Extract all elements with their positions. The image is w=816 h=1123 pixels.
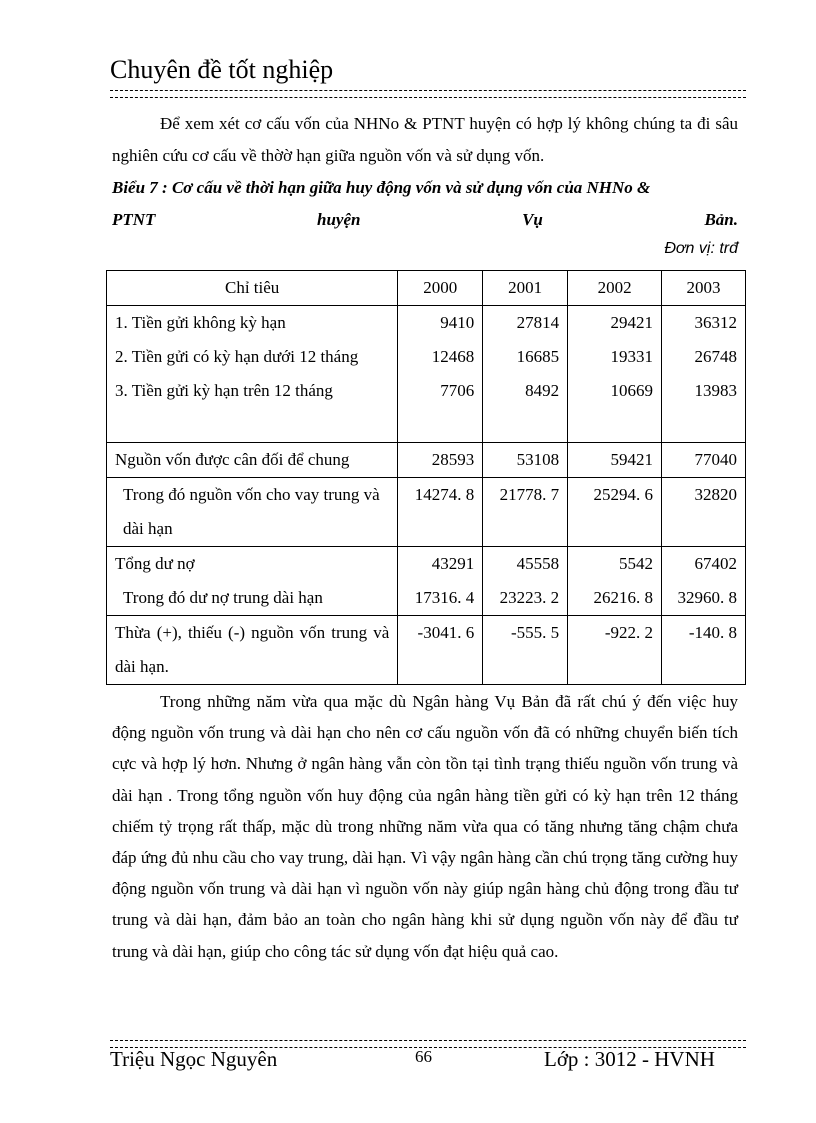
- cell-value: -922. 2: [604, 623, 654, 642]
- table-header-row: [107, 271, 746, 306]
- cell-value: -555. 5: [510, 623, 560, 642]
- cell-value: 77040: [694, 450, 737, 469]
- cell-value: 16685: [516, 347, 560, 366]
- table-row: [107, 443, 746, 478]
- value-cell: [662, 547, 746, 616]
- cell-value: 23223. 2: [499, 588, 560, 607]
- table-row: [107, 547, 746, 616]
- cell-value: 21778. 7: [499, 485, 560, 504]
- value-cell: [568, 443, 662, 478]
- row-label-cell: [107, 443, 398, 478]
- cell-value: -140. 8: [688, 623, 737, 642]
- cell-value: 53108: [516, 450, 560, 469]
- row-label: 2. Tiền gửi có kỳ hạn dưới 12 tháng: [115, 347, 359, 366]
- cell-value: 14274. 8: [414, 485, 475, 504]
- value-cell: [398, 478, 483, 547]
- table-row: [107, 616, 746, 685]
- body-paragraph: [112, 686, 738, 967]
- footer-author: Triệu Ngọc Nguyên: [110, 1047, 278, 1071]
- header-divider: [110, 90, 746, 91]
- value-cell: [483, 616, 568, 685]
- value-cell: [662, 616, 746, 685]
- cell-value: 26748: [694, 347, 737, 366]
- column-header: 2000: [398, 271, 483, 306]
- cell-value: 5542: [619, 554, 654, 573]
- value-cell: [483, 478, 568, 547]
- value-cell: [568, 478, 662, 547]
- cell-value: 12468: [431, 347, 475, 366]
- row-label: Tổng dư nợ: [115, 554, 195, 573]
- column-header: Chỉ tiêu: [107, 271, 398, 306]
- table-row: [107, 478, 746, 547]
- value-cell: [662, 306, 746, 443]
- value-cell: [398, 547, 483, 616]
- value-cell: [483, 547, 568, 616]
- row-label: Trong đó dư nợ trung dài hạn: [123, 588, 323, 607]
- page-header-title: Chuyên đề tốt nghiệp: [110, 55, 334, 84]
- caption-word: Vụ: [522, 210, 543, 229]
- column-header: 2001: [483, 271, 568, 306]
- value-cell: [483, 443, 568, 478]
- value-cell: [483, 306, 568, 443]
- cell-value: 45558: [516, 554, 560, 573]
- cell-value: 8492: [525, 381, 560, 400]
- table-caption: Biểu 7 : Cơ cấu về thời hạn giữa huy động vốn và sử dụng vốn của NHNo &: [112, 178, 651, 197]
- value-cell: [662, 478, 746, 547]
- footer-class: Lớp : 3012 - HVNH: [544, 1047, 715, 1071]
- value-cell: [398, 616, 483, 685]
- row-label-cell: [107, 616, 398, 685]
- row-label-cell: [107, 306, 398, 443]
- row-label-cell: [107, 547, 398, 616]
- capital-structure-table: [106, 270, 746, 685]
- cell-value: 13983: [694, 381, 737, 400]
- row-label-cell: [107, 478, 398, 547]
- value-cell: [662, 443, 746, 478]
- table-row: [107, 306, 746, 443]
- row-label: 1. Tiền gửi không kỳ hạn: [115, 313, 286, 332]
- value-cell: [398, 306, 483, 443]
- row-label: 3. Tiền gửi kỳ hạn trên 12 tháng: [115, 381, 333, 400]
- caption-word: Bản.: [704, 210, 738, 229]
- caption-word: PTNT: [112, 210, 156, 229]
- cell-value: 36312: [694, 313, 737, 332]
- footer-divider: [110, 1040, 746, 1041]
- header-divider: [110, 97, 746, 98]
- unit-label: Đơn vị: trđ: [664, 240, 738, 257]
- column-header: 2002: [568, 271, 662, 306]
- cell-value: 19331: [610, 347, 654, 366]
- cell-value: 17316. 4: [414, 588, 475, 607]
- cell-value: 59421: [610, 450, 654, 469]
- cell-value: 7706: [440, 381, 475, 400]
- value-cell: [568, 616, 662, 685]
- value-cell: [568, 306, 662, 443]
- body-text: Trong những năm vừa qua mặc dù Ngân hàng Vụ Bản đã rất chú ý đến việc huy động nguồn vốn trung và dài hạn cho nên cơ cấu nguồn vốn đã có những chuyển biến tích cực và hợp lý hơn. Nhưng ở ngân hàng vẫn còn tồn tại tình trạng thiếu nguồn vốn trung và dài hạn . Trong tổng nguồn vốn huy động của ngân hàng tiền gửi có kỳ hạn trên 12 tháng chiếm tỷ trọng rất thấp, mặc dù trong những năm vừa qua có tăng nhưng tăng chậm chưa đáp ứng đủ nhu cầu cho vay trung, dài hạn. Vì vậy ngân hàng cần chú trọng tăng cường huy động nguồn vốn trung và dài hạn vì nguồn vốn này giúp ngân hàng chủ động trong đầu tư trung và dài hạn, đảm bảo an toàn cho ngân hàng khi sử dụng nguồn vốn này để đầu tư trung và dài hạn, giúp cho công tác sử dụng vốn đạt hiệu quả cao.: [112, 692, 738, 961]
- intro-text: Để xem xét cơ cấu vốn của NHNo & PTNT huyện có hợp lý không chúng ta đi sâu nghiên cứu cơ cấu về thờờ hạn giữa nguồn vốn và sử dụng vốn.: [112, 114, 738, 165]
- cell-value: 9410: [440, 313, 475, 332]
- column-header: 2003: [662, 271, 746, 306]
- cell-value: 27814: [516, 313, 560, 332]
- cell-value: 32960. 8: [677, 588, 737, 607]
- cell-value: 25294. 6: [593, 485, 654, 504]
- cell-value: 26216. 8: [593, 588, 654, 607]
- row-label: Trong đó nguồn vốn cho vay trung và dài hạn: [123, 485, 380, 538]
- caption-word: huyện: [317, 210, 361, 229]
- cell-value: 43291: [431, 554, 475, 573]
- table-caption-line2: [112, 204, 738, 236]
- cell-value: 28593: [431, 450, 475, 469]
- intro-paragraph: [112, 108, 738, 172]
- value-cell: [398, 443, 483, 478]
- cell-value: 67402: [694, 554, 737, 573]
- row-label: Nguồn vốn được cân đối để chung: [115, 450, 350, 469]
- row-label: Thừa (+), thiếu (-) nguồn vốn trung và dài hạn.: [115, 623, 390, 676]
- cell-value: -3041. 6: [417, 623, 475, 642]
- cell-value: 10669: [610, 381, 654, 400]
- page-number: 66: [415, 1047, 432, 1066]
- cell-value: 32820: [694, 485, 737, 504]
- cell-value: 29421: [610, 313, 654, 332]
- value-cell: [568, 547, 662, 616]
